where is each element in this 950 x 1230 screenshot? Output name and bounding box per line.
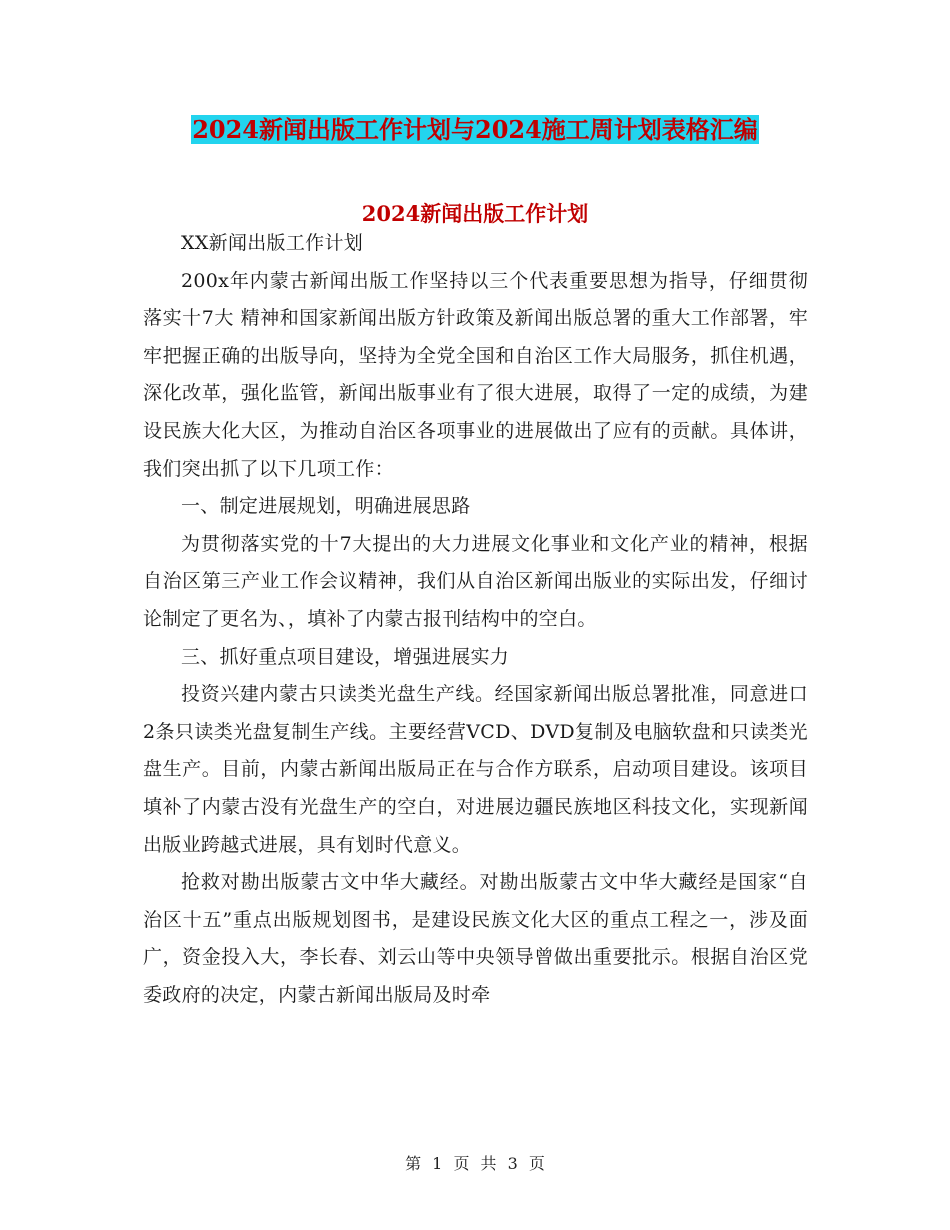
paragraph: 抢救对勘出版蒙古文中华大藏经。对勘出版蒙古文中华大藏经是国家“自治区十五”重点出版规划图书，是建设民族文化大区的重点工程之一，涉及面广，资金投入大，李长春、刘云山等中央领导曾做出重要批示。根据自治区党委政府的决定，内蒙古新闻出版局及时牵 (143, 871, 808, 1006)
section-heading-3: 三、抓好重点项目建设，增强进展实力 (181, 645, 510, 668)
document-body (143, 225, 808, 1014)
document-title (0, 112, 950, 148)
paragraph: 200x年内蒙古新闻出版工作坚持以三个代表重要思想为指导，仔细贯彻落实十7大 精神和国家新闻出版方针政策及新闻出版总署的重大工作部署，牢牢把握正确的出版导向，坚持为全党全国和自治区工作大局服务，抓住机遇，深化改革，强化监管，新闻出版事业有了很大进展，取得了一定的成绩，为建设民族大化大区，为推动自治区各项事业的进展做出了应有的贡献。具体讲，我们突出抓了以下几项工作： (143, 269, 808, 480)
paragraph: 投资兴建内蒙古只读类光盘生产线。经国家新闻出版总署批准，同意进口2条只读类光盘复制生产线。主要经营VCD、DVD复制及电脑软盘和只读类光盘生产。目前，内蒙古新闻出版局正在与合作方联系，启动项目建设。该项目填补了内蒙古没有光盘生产的空白，对进展边疆民族地区科技文化，实现新闻出版业跨越式进展，具有划时代意义。 (143, 683, 808, 856)
document-title-text: 2024新闻出版工作计划与2024施工周计划表格汇编 (192, 115, 758, 144)
paragraph: 为贯彻落实党的十7大提出的大力进展文化事业和文化产业的精神，根据自治区第三产业工作会议精神，我们从自治区新闻出版业的实际出发，仔细讨论制定了更名为、，填补了内蒙古报刊结构中的空白。 (143, 532, 808, 630)
paragraph-heading: XX新闻出版工作计划 (181, 232, 364, 254)
page-footer: 第 1 页 共 3 页 (405, 1154, 545, 1173)
section-heading-1: 一、制定进展规划，明确进展思路 (181, 495, 471, 518)
section-title: 2024新闻出版工作计划 (361, 201, 589, 226)
